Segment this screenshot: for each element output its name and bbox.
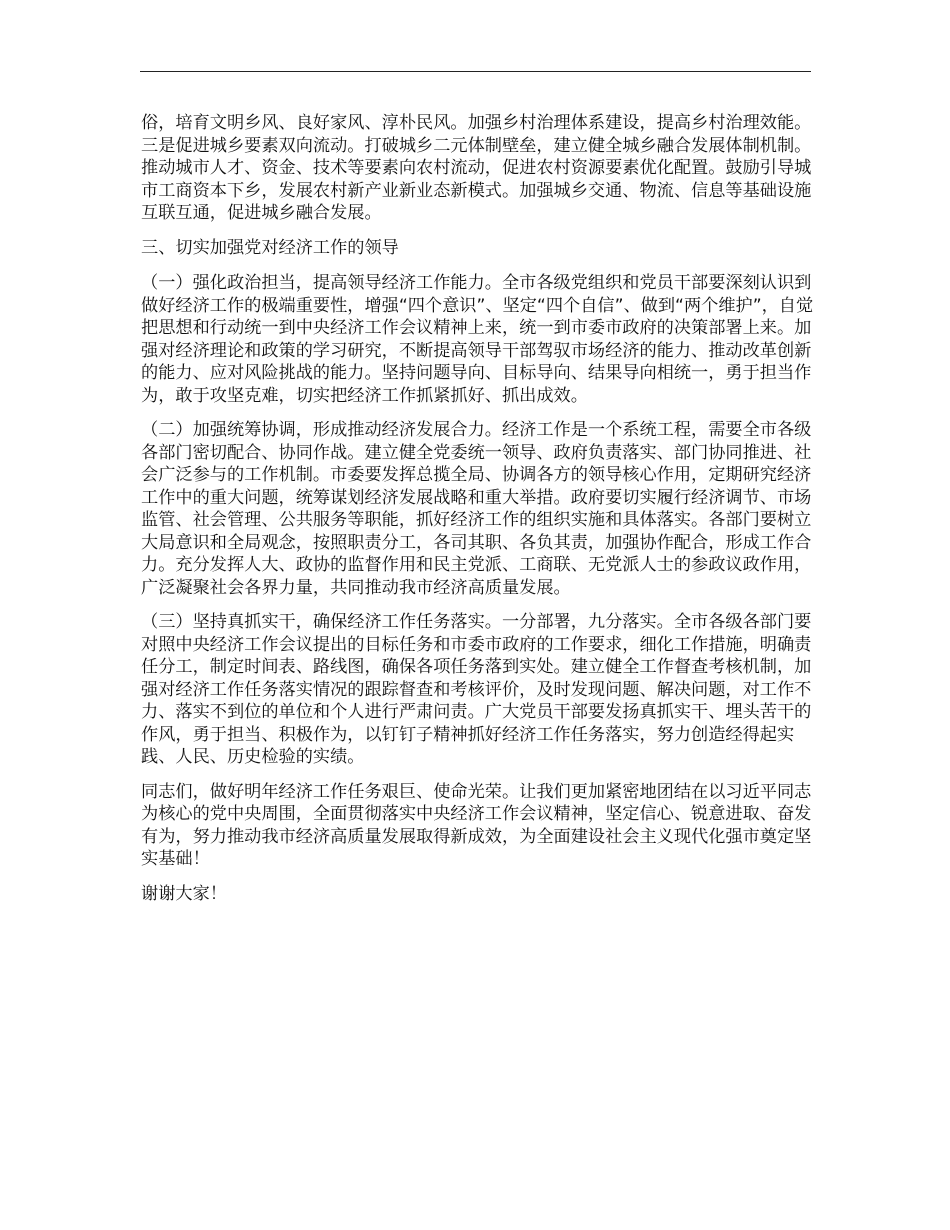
header-rule bbox=[140, 71, 811, 72]
paragraph-rural-development: 俗，培育文明乡风、良好家风、淳朴民风。加强乡村治理体系建设，提高乡村治理效能。三是促进城乡要素双向流动。打破城乡二元体制壁垒，建立健全城乡融合发展体制机制。推动城市人才、资金、技术等要素向农村流动，促进农村资源要素优化配置。鼓励引导城市工商资本下乡，发展农村新产业新业态新模式。加强城乡交通、物流、信息等基础设施互联互通，促进城乡融合发展。 bbox=[141, 113, 812, 223]
document-body bbox=[141, 112, 821, 917]
paragraph-implementation: （三）坚持真抓实干，确保经济工作任务落实。一分部署，九分落实。全市各级各部门要对照中央经济工作会议提出的目标任务和市委市政府的工作要求，细化工作措施，明确责任分工，制定时间表、路线图，确保各项任务落到实处。建立健全工作督查考核机制，加强对经济工作任务落实情况的跟踪督查和考核评价，及时发现问题、解决问题，对工作不力、落实不到位的单位和个人进行严肃问责。广大党员干部要发扬真抓实干、埋头苦干的作风，勇于担当、积极作为，以钉钉子精神抓好经济工作任务落实，努力创造经得起实践、人民、历史检验的实绩。 bbox=[141, 612, 812, 767]
paragraph-political-responsibility: （一）强化政治担当，提高领导经济工作能力。全市各级党组织和党员干部要深刻认识到做好经济工作的极端重要性，增强“四个意识”、坚定“四个自信”、做到“两个维护”，自觉把思想和行动统一到中央经济工作会议精神上来，统一到市委市政府的决策部署上来。加强对经济理论和政策的学习研究，不断提高领导干部驾驭市场经济的能力、推动改革创新的能力、应对风险挑战的能力。坚持问题导向、目标导向、结果导向相统一，勇于担当作为，敢于攻坚克难，切实把经济工作抓紧抓好、抓出成效。 bbox=[141, 273, 814, 406]
paragraph-closing-remarks: 同志们，做好明年经济工作任务艰巨、使命光荣。让我们更加紧密地团结在以习近平同志为核心的党中央周围，全面贯彻落实中央经济工作会议精神，坚定信心、锐意进取、奋发有为，努力推动我市经济高质量发展取得新成效，为全面建设社会主义现代化强市奠定坚实基础！ bbox=[141, 781, 812, 869]
section-heading-party-leadership: 三、切实加强党对经济工作的领导 bbox=[141, 237, 399, 258]
paragraph-coordination: （二）加强统筹协调，形成推动经济发展合力。经济工作是一个系统工程，需要全市各级各部门密切配合、协同作战。建立健全党委统一领导、政府负责落实、部门协同推进、社会广泛参与的工作机制。市委要发挥总揽全局、协调各方的领导核心作用，定期研究经济工作中的重大问题，统筹谋划经济发展战略和重大举措。政府要切实履行经济调节、市场监管、社会管理、公共服务等职能，抓好经济工作的组织实施和具体落实。各部门要树立大局意识和全局观念，按照职责分工，各司其职、各负其责，加强协作配合，形成工作合力。充分发挥人大、政协的监督作用和民主党派、工商联、无党派人士的参政议政作用，广泛凝聚社会各界力量，共同推动我市经济高质量发展。 bbox=[141, 420, 812, 598]
paragraph-thanks: 谢谢大家！ bbox=[141, 883, 227, 904]
